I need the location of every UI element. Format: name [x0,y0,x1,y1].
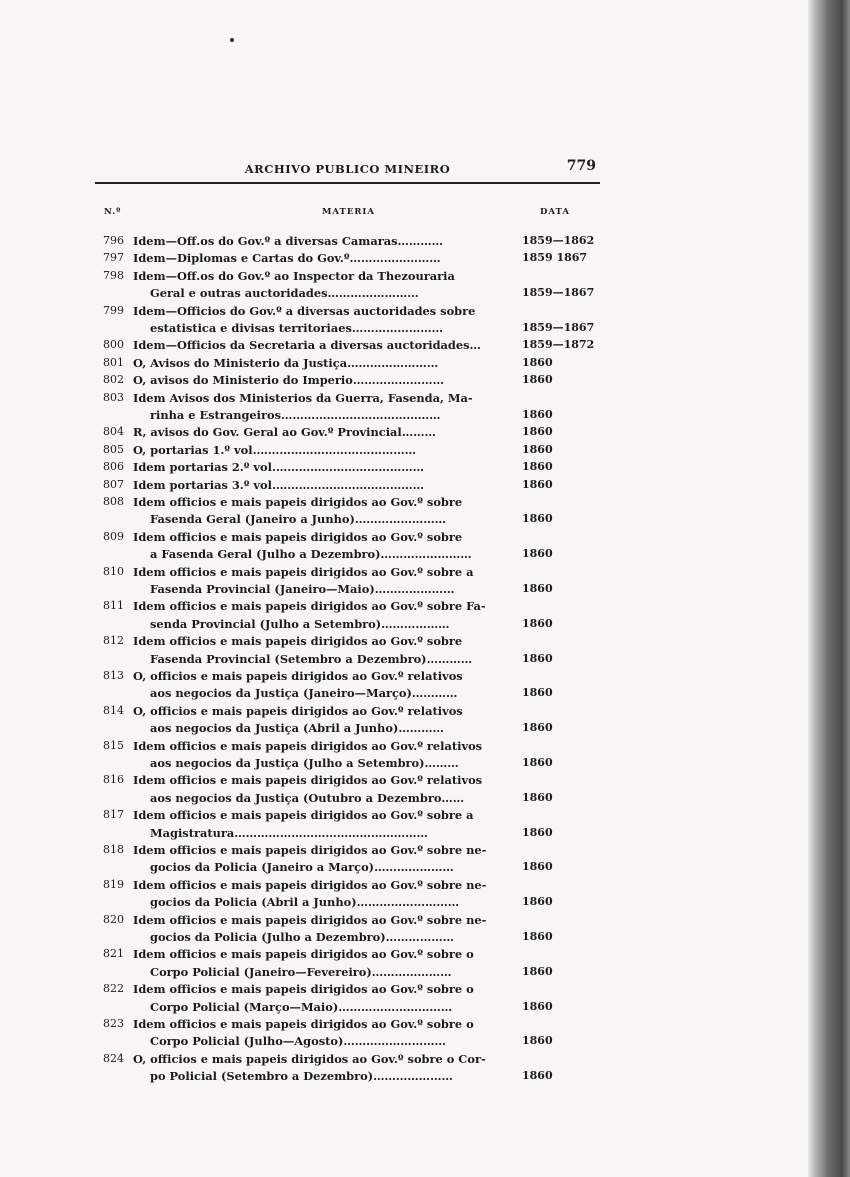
entry-description [133,1016,491,1051]
entry-date: 1860 [522,355,553,369]
entry-description [133,529,491,564]
entry-description [133,981,491,1016]
entry-description-line: Idem officios e mais papeis dirigidos ao Gov.º sobre [133,495,463,509]
entry-date: 1859—1867 [522,286,595,300]
entry-description-line: Idem—Off.os do Gov.º a diversas Camaras………… [133,234,444,248]
entry-description-continuation: rinha e Estrangeiros…………………………………… [150,408,441,422]
entry-date: 1860 [522,895,553,909]
entry-description [133,250,491,267]
entry-description [133,946,491,981]
entry-description-line: Idem—Off.os do Gov.º ao Inspector da Thezouraria [133,268,455,283]
entry-description [133,233,491,250]
entry-description-line: Idem officios e mais papeis dirigidos ao Gov.º sobre o [133,947,474,962]
entry-number: 820 [103,912,124,926]
entry-date: 1860 [522,1069,553,1083]
entry-number: 800 [103,338,124,352]
column-header-number: N.º [104,207,122,217]
entry-date: 1860 [522,407,553,421]
page-edge-shadow [808,0,850,1177]
entry-description-line: O, avisos do Ministerio do Imperio…………………… [133,373,444,388]
entry-description-continuation: Corpo Policial (Março—Maio)………………………… [150,999,453,1014]
entry-description-line: R, avisos do Gov. Geral ao Gov.º Provincial……… [133,425,436,440]
entry-date: 1860 [522,755,553,769]
entry-date: 1860 [522,964,553,978]
entry-description-continuation: Corpo Policial (Julho—Agosto)……………………… [150,1034,446,1049]
column-header-data: DATA [540,207,570,217]
entry-description-line: Idem officios e mais papeis dirigidos ao Gov.º sobre [133,529,463,544]
entry-number: 818 [103,843,124,856]
entry-number: 810 [103,564,124,578]
entry-date: 1860 [522,581,553,595]
entry-date: 1860 [522,477,553,491]
entry-date: 1860 [522,425,553,439]
entry-description [133,372,491,389]
entry-description-line: Idem officios e mais papeis dirigidos ao Gov.º sobre o [133,1017,474,1031]
entry-description [133,477,491,494]
entry-number: 814 [103,703,124,717]
entry-description [133,268,491,303]
entry-number: 797 [103,251,124,265]
entry-description-line: O, officios e mais papeis dirigidos ao Gov.º relativos [133,669,463,683]
entry-description [133,668,491,703]
entry-description-line: O, portarias 1.º vol.…………………………………… [133,442,417,457]
entry-description-line: Idem officios e mais papeis dirigidos ao Gov.º relativos [133,738,483,753]
entry-description-continuation: Geral e outras auctoridades…………………… [150,286,419,301]
entry-description [133,807,491,842]
page-number: 779 [566,158,596,174]
entry-description [133,772,491,807]
entry-number: 824 [103,1051,124,1065]
entry-description [133,842,491,877]
entry-date: 1860 [522,999,553,1013]
entry-description [133,598,491,633]
entry-number: 799 [103,303,124,317]
entry-date: 1859—1872 [522,338,595,352]
entry-description [133,355,491,372]
entry-description-continuation: aos negocios da Justiça (Julho a Setembro)……… [150,756,459,770]
entry-description-line: Idem officios e mais papeis dirigidos ao Gov.º sobre a [133,564,474,579]
entry-date: 1860 [522,512,553,526]
entry-description-line: Idem officios e mais papeis dirigidos ao Gov.º sobre a [133,808,474,823]
entry-description-continuation: Fasenda Provincial (Janeiro—Maio)………………… [150,582,455,596]
entry-description-continuation: Fasenda Provincial (Setembro a Dezembro)………… [150,651,473,666]
entry-description [133,303,491,338]
entry-number: 804 [103,425,124,439]
entry-description [133,1051,491,1086]
entry-description-continuation: gocios da Policia (Julho a Dezembro)……………… [150,930,454,944]
entry-number: 808 [103,495,124,508]
entry-date: 1860 [522,860,553,874]
entry-description-continuation: gocios da Policia (Janeiro a Março)………………… [150,860,454,875]
entry-number: 807 [103,477,124,491]
entry-date: 1859 1867 [522,251,588,265]
entry-number: 815 [103,738,124,752]
entry-date: 1860 [522,686,553,700]
entry-description [133,424,491,441]
entry-date: 1860 [522,442,553,456]
entry-date: 1860 [522,790,553,804]
entry-number: 811 [103,599,124,613]
entry-number: 813 [103,669,124,682]
entry-date: 1860 [522,547,553,561]
entry-number: 821 [103,947,124,961]
entry-description-continuation: aos negocios da Justiça (Abril a Junho)………… [150,721,444,736]
entry-number: 823 [103,1017,124,1030]
entry-date: 1860 [522,929,553,943]
entry-description-line: Idem portarias 2.º vol.………………………………… [133,460,424,475]
ink-speck [230,38,234,42]
entry-number: 822 [103,982,124,996]
entry-description-continuation: senda Provincial (Julho a Setembro)……………… [150,616,450,631]
entry-description-line: O, officios e mais papeis dirigidos ao Gov.º sobre o Cor- [133,1051,486,1066]
entry-description [133,912,491,947]
entry-date: 1860 [522,460,553,474]
entry-description-continuation: aos negocios da Justiça (Outubro a Dezembro…… [150,790,465,805]
entry-number: 802 [103,373,124,387]
entry-description-line: O, Avisos do Ministerio da Justiça…………………… [133,355,439,370]
entry-date: 1860 [522,651,553,665]
entry-description [133,703,491,738]
entry-description-line: Idem officios e mais papeis dirigidos ao Gov.º relativos [133,773,483,788]
entry-number: 812 [103,634,124,648]
entry-number: 798 [103,268,124,282]
entry-description-line: Idem officios e mais papeis dirigidos ao Gov.º sobre ne- [133,912,487,927]
entry-number: 819 [103,877,124,891]
entry-description-line: Idem officios e mais papeis dirigidos ao Gov.º sobre ne- [133,843,487,857]
entry-description-line: Idem officios e mais papeis dirigidos ao Gov.º sobre [133,634,463,649]
entry-description-line: Idem officios e mais papeis dirigidos ao Gov.º sobre Fa- [133,599,486,614]
entry-date: 1860 [522,373,553,387]
entry-description [133,633,491,668]
entry-description [133,877,491,912]
entry-description [133,390,491,425]
entry-description-line: Idem officios e mais papeis dirigidos ao Gov.º sobre ne- [133,877,487,892]
column-header-materia: MATERIA [322,207,375,217]
entry-number: 806 [103,460,124,474]
entry-date: 1859—1862 [522,234,595,247]
entry-number: 805 [103,442,124,456]
entry-date: 1860 [522,1034,553,1048]
entry-number: 809 [103,529,124,543]
entry-description-continuation: po Policial (Setembro a Dezembro)………………… [150,1069,453,1084]
entry-description [133,337,491,354]
entry-description-line: Idem Avisos dos Ministerios da Guerra, Fasenda, Ma- [133,390,473,405]
entry-description [133,564,491,599]
entry-number: 796 [103,234,124,247]
entry-description-line: Idem—Officios do Gov.º a diversas auctoridades sobre [133,303,476,318]
entry-description-continuation: Magistratura…………………………………………… [150,825,428,840]
entry-description-line: Idem—Diplomas e Cartas do Gov.º…………………… [133,251,441,266]
entry-description [133,494,491,529]
entry-description-line: Idem portarias 3.º vol.………………………………… [133,477,424,492]
entry-number: 803 [103,390,124,404]
entry-date: 1859—1867 [522,320,595,334]
entry-description-continuation: estatistica e divisas territoriaes…………………… [150,321,443,335]
entry-description [133,459,491,476]
entry-date: 1860 [522,721,553,735]
entry-description-continuation: aos negocios da Justiça (Janeiro—Março)………… [150,686,458,701]
entry-date: 1860 [522,825,553,839]
entry-description-continuation: Corpo Policial (Janeiro—Fevereiro)………………… [150,964,452,979]
entry-description [133,442,491,459]
entry-description-continuation: a Fasenda Geral (Julho a Dezembro)…………………… [150,547,472,562]
entry-number: 817 [103,808,124,822]
entry-number: 801 [103,355,124,369]
entry-description-line: Idem—Officios da Secretaria a diversas auctoridades… [133,338,481,353]
entry-description-continuation: Fasenda Geral (Janeiro a Junho)…………………… [150,512,447,527]
entry-number: 816 [103,773,124,787]
page-header [95,158,600,182]
entry-description-continuation: gocios da Policia (Abril a Junho)……………………… [150,895,460,910]
entry-description [133,738,491,773]
header-rule [95,182,600,184]
entry-description-line: O, officios e mais papeis dirigidos ao Gov.º relativos [133,703,463,718]
entry-description-line: Idem officios e mais papeis dirigidos ao Gov.º sobre o [133,982,474,997]
entry-date: 1860 [522,616,553,630]
running-title: ARCHIVO PUBLICO MINEIRO [244,162,451,176]
